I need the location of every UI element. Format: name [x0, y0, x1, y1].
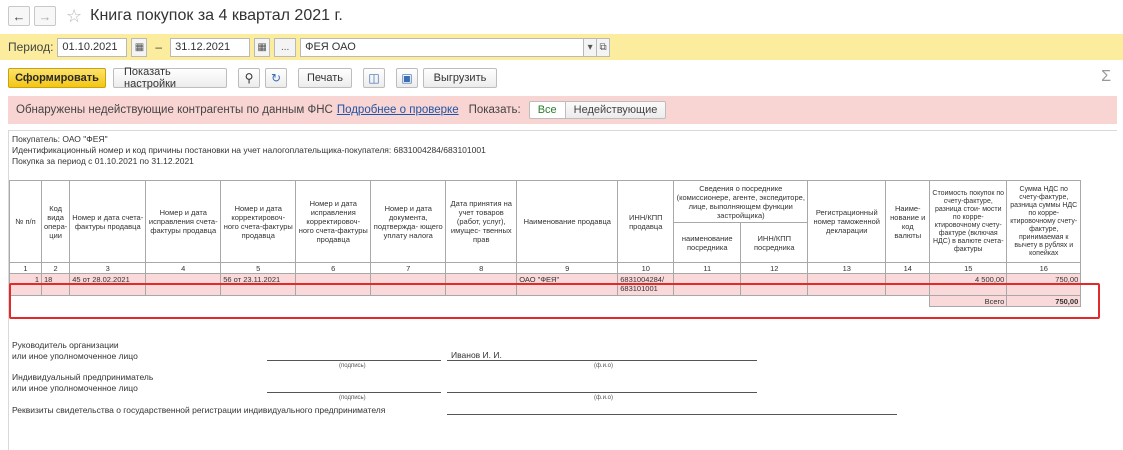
registration-line — [447, 414, 897, 415]
col-number: 7 — [371, 263, 446, 274]
col-number: 13 — [808, 263, 886, 274]
cell-seller[interactable]: ОАО "ФЕЯ" — [517, 274, 618, 296]
head-label-2: или иное уполномоченное лицо — [12, 351, 138, 361]
search-button[interactable] — [238, 68, 260, 88]
col-number: 10 — [618, 263, 674, 274]
cell-op-code[interactable]: 18 — [42, 274, 70, 296]
ip-fio-line — [447, 392, 757, 393]
column-numbers-row — [10, 263, 1081, 274]
preview-button[interactable] — [363, 68, 385, 88]
alert-message: Обнаружены недействующие контрагенты по данным ФНС — [16, 104, 333, 116]
period-line: Покупка за период с 01.10.2021 по 31.12.2021 — [12, 156, 194, 166]
report-area — [8, 130, 1117, 450]
title-bar — [0, 0, 1123, 32]
col-number: 12 — [741, 263, 808, 274]
col-number: 1 — [10, 263, 42, 274]
sum-icon[interactable]: Σ — [1101, 68, 1111, 85]
forward-button[interactable] — [34, 6, 56, 26]
print-button[interactable]: Печать — [298, 68, 352, 88]
head-name: Иванов И. И. — [451, 350, 502, 360]
col-number: 11 — [674, 263, 741, 274]
col-header-10: ИНН/КПП продавца — [618, 181, 674, 263]
search-icon: ⚲ — [244, 71, 254, 85]
col-header-5: Номер и дата корректировоч- ного счета-фактуры продавца — [221, 181, 296, 263]
calendar-icon: ▦ — [257, 41, 267, 53]
calendar-to-button[interactable] — [254, 38, 270, 57]
dropdown-arrow-icon: ▾ — [587, 41, 593, 53]
col-header-3: Номер и дата счета-фактуры продавца — [70, 181, 146, 263]
date-from-input[interactable]: 01.10.2021 — [57, 38, 127, 57]
filter-all-button[interactable]: Все — [530, 102, 566, 118]
col-header-4: Номер и дата исправления счета-фактуры продавца — [146, 181, 221, 263]
col-number: 9 — [517, 263, 618, 274]
col-number: 16 — [1007, 263, 1081, 274]
date-to-input[interactable]: 31.12.2021 — [170, 38, 250, 57]
alert-bar — [8, 96, 1117, 124]
cell-correction-invoice[interactable]: 56 от 23.11.2021 — [221, 274, 296, 296]
col-number: 14 — [886, 263, 930, 274]
table-header-row — [10, 181, 1081, 223]
show-label: Показать: — [468, 104, 521, 116]
highlight-frame — [9, 283, 1100, 319]
head-signature-line — [267, 360, 441, 361]
col-header-16: Сумма НДС по счету-фактуре, разница суммы НДС по корре- ктировочному счету-фактуре, принимаемая к вычету в рублях и копейках — [1007, 181, 1081, 263]
preview-icon: ◫ — [368, 71, 380, 85]
total-label: Всего — [930, 296, 1007, 307]
calendar-from-button[interactable] — [131, 38, 147, 57]
col-header-14: Наиме- нование и код валюты — [886, 181, 930, 263]
inn-line: Идентификационный номер и код причины постановки на учет налогоплательщика-покупателя: 6831004284/683101001 — [12, 145, 486, 155]
export-button[interactable]: Выгрузить — [423, 68, 497, 88]
arrow-right-icon: → — [38, 8, 52, 24]
col-header-intermediary: Сведения о посреднике (комиссионере, агенте, экспедиторе, лице, выполняющем функции застройщика) — [674, 181, 808, 223]
organization-open-button[interactable] — [596, 38, 610, 57]
buyer-line: Покупатель: ОАО "ФЕЯ" — [12, 134, 108, 144]
show-settings-button[interactable]: Показать настройки — [113, 68, 227, 88]
arrow-left-icon: ← — [12, 8, 26, 24]
save-icon: ▣ — [401, 71, 413, 85]
save-button[interactable] — [396, 68, 418, 88]
col-number: 8 — [446, 263, 517, 274]
col-header-9: Наименование продавца — [517, 181, 618, 263]
col-header-2: Код вида опера- ции — [42, 181, 70, 263]
col-number: 6 — [296, 263, 371, 274]
registration-label: Реквизиты свидетельства о государственной регистрации индивидуального предпринимателя — [12, 405, 386, 415]
head-label-1: Руководитель организации — [12, 340, 119, 350]
ip-label-1: Индивидуальный предприниматель — [12, 372, 154, 382]
filter-segment — [529, 101, 667, 119]
col-number: 5 — [221, 263, 296, 274]
cell-vat[interactable]: 750,00 — [1007, 274, 1081, 296]
seller-inn: 6831004284/ — [620, 275, 665, 284]
total-vat: 750,00 — [1007, 296, 1081, 307]
col-header-6: Номер и дата исправления корректировоч- ного счета-фактуры продавца — [296, 181, 371, 263]
page-title: Книга покупок за 4 квартал 2021 г. — [90, 7, 343, 24]
col-header-15: Стоимость покупок по счету-фактуре, разница стои- мости по корре- ктировочному счету-фактуре (включая НДС) в валюте счета-фактуры — [930, 181, 1007, 263]
col-header-8: Дата принятия на учет товаров (работ, услуг), имущес- твенных прав — [446, 181, 517, 263]
ip-fio-caption: (ф.и.о) — [594, 395, 613, 401]
head-signature-caption: (подпись) — [339, 363, 366, 369]
open-icon: ⧉ — [599, 41, 607, 53]
period-label: Период: — [8, 40, 54, 54]
cell-number[interactable]: 1 — [10, 274, 42, 296]
calendar-icon: ▦ — [134, 41, 145, 53]
col-header-12: ИНН/КПП посредника — [741, 223, 808, 263]
favorite-star-icon[interactable]: ☆ — [66, 6, 83, 26]
col-header-13: Регистрационный номер таможенной декларации — [808, 181, 886, 263]
col-header-11: наименование посредника — [674, 223, 741, 263]
period-bar — [0, 34, 1123, 60]
col-header-7: Номер и дата документа, подтвержда- ющего уплату налога — [371, 181, 446, 263]
period-select-button[interactable]: ... — [274, 38, 296, 57]
refresh-icon: ↻ — [270, 71, 282, 85]
refresh-search-button[interactable] — [265, 68, 287, 88]
ip-signature-line — [267, 392, 441, 393]
generate-button[interactable]: Сформировать — [8, 68, 106, 88]
date-separator: – — [155, 40, 163, 54]
cell-cost[interactable]: 4 500,00 — [930, 274, 1007, 296]
head-fio-line — [447, 360, 757, 361]
col-header-1: № п/п — [10, 181, 42, 263]
filter-inactive-button[interactable]: Недействующие — [566, 102, 666, 118]
seller-kpp: 683101001 — [620, 284, 658, 293]
cell-invoice[interactable]: 45 от 28.02.2021 — [70, 274, 146, 296]
toolbar — [0, 66, 1123, 90]
ip-label-2: или иное уполномоченное лицо — [12, 383, 138, 393]
col-number: 15 — [930, 263, 1007, 274]
back-button[interactable] — [8, 6, 30, 26]
organization-select[interactable]: ФЕЯ ОАО — [300, 38, 584, 57]
organization-dropdown-button[interactable] — [583, 38, 597, 57]
col-number: 3 — [70, 263, 146, 274]
head-fio-caption: (ф.и.о) — [594, 363, 613, 369]
ip-signature-caption: (подпись) — [339, 395, 366, 401]
col-number: 4 — [146, 263, 221, 274]
details-link[interactable]: Подробнее о проверке — [336, 104, 459, 116]
col-number: 2 — [42, 263, 70, 274]
